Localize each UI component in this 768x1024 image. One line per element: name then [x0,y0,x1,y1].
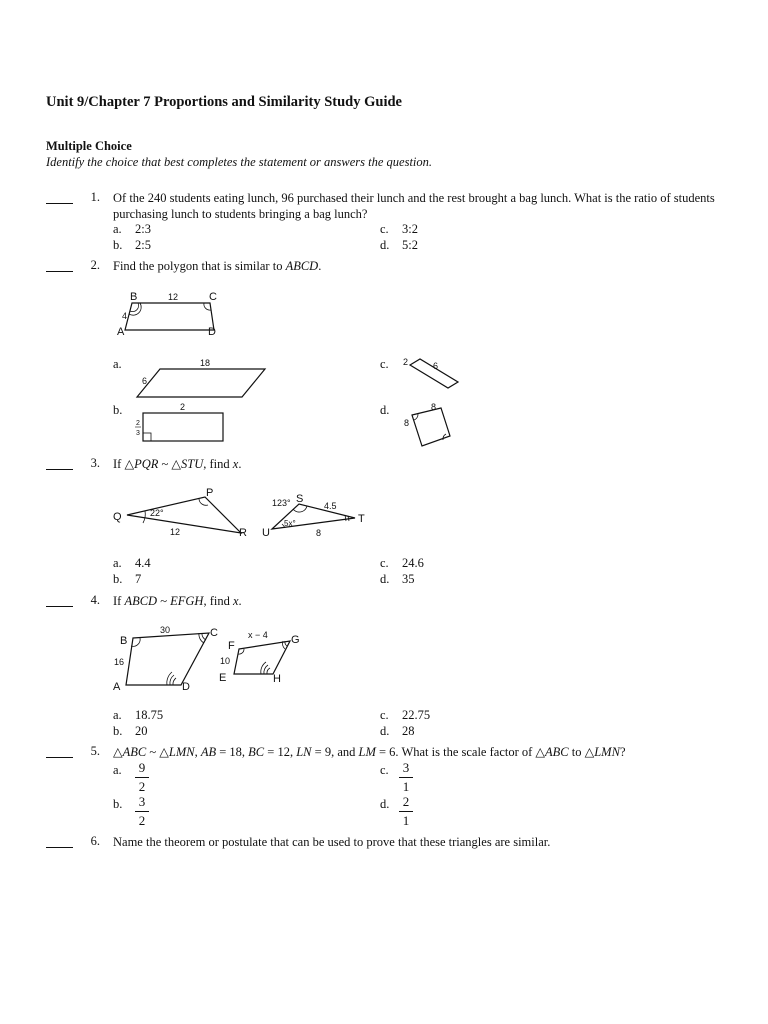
page-title: Unit 9/Chapter 7 Proportions and Similarity Study Guide [46,94,402,110]
svg-text:G: G [291,634,300,646]
svg-text:S: S [296,493,304,505]
svg-text:4.5: 4.5 [324,501,337,511]
svg-text:H: H [273,673,281,685]
question-text-5: △ABC ~ △LMN, AB = 18, BC = 12, LN = 9, and LM = 6. What is the scale factor of △ABC to △LMN? [113,745,626,759]
choice-4a[interactable]: a. 18.75 [113,708,164,722]
choice-4c[interactable]: c. 22.75 [380,708,431,722]
svg-text:22°: 22° [150,508,164,518]
side-bc-label: 12 [168,292,179,302]
figure-2b-rectangle [130,398,230,444]
side-ab-label: 4 [122,311,128,321]
answer-blank-4[interactable] [46,606,73,607]
answer-blank-1[interactable] [46,203,73,204]
choice-4d[interactable]: d. 28 [380,724,415,738]
choice-1d[interactable]: d. 5:2 [380,238,418,252]
svg-text:U: U [262,527,270,539]
svg-text:A: A [113,681,121,693]
choice-2c[interactable]: c. [380,357,389,371]
svg-text:30: 30 [160,625,171,635]
svg-text:8: 8 [431,402,437,412]
svg-text:P: P [206,487,214,499]
svg-text:2: 2 [180,402,186,412]
svg-text:D: D [182,681,190,693]
svg-text:2: 2 [136,420,140,427]
svg-text:x − 4: x − 4 [248,630,268,640]
answer-blank-6[interactable] [46,847,73,848]
section-heading: Multiple Choice [46,139,132,153]
figure-2c-parallelogram [398,352,468,397]
question-text-1: Of the 240 students eating lunch, 96 purchased their lunch and the rest brought a bag lunch. What is the ratio of students purchasing lunch to students bringing a bag lunch? [113,191,715,221]
choice-5c-letter[interactable]: c. [380,763,389,777]
question-number-2: 2. [90,258,100,272]
choice-3a[interactable]: a. 4.4 [113,556,151,570]
figure-triangles-pqr-stu [110,484,380,544]
question-text-4: If ABCD ~ EFGH, find x. [113,594,242,608]
question-text-6: Name the theorem or postulate that can be used to prove that these triangles are similar. [113,835,551,849]
svg-text:10: 10 [220,656,231,666]
svg-text:2: 2 [403,357,409,367]
vertex-c-label: C [209,291,217,303]
figure-2a-parallelogram [130,353,275,401]
svg-text:12: 12 [170,527,181,537]
choice-1b[interactable]: b. 2:5 [113,238,151,252]
svg-text:3: 3 [136,430,140,437]
svg-text:8: 8 [404,418,410,428]
vertex-a-label: A [117,326,125,338]
question-number-5: 5. [90,744,100,758]
svg-text:C: C [210,627,218,639]
svg-text:5x°: 5x° [284,519,296,528]
choice-3d[interactable]: d. 35 [380,572,415,586]
svg-text:6: 6 [142,376,148,386]
question-text-2: Find the polygon that is similar to ABCD. [113,259,322,273]
choice-5a-fraction[interactable]: 9 2 [135,760,149,795]
vertex-b-label: B [130,291,138,303]
section-instructions: Identify the choice that best completes the statement or answers the question. [46,155,433,169]
svg-text:B: B [120,635,128,647]
question-number-4: 4. [90,593,100,607]
choice-2b[interactable]: b. [113,403,123,417]
vertex-d-label: D [208,326,216,338]
svg-text:8: 8 [316,528,322,538]
question-text-3: If △PQR ~ △STU, find x. [113,457,242,471]
svg-text:123°: 123° [272,498,291,508]
answer-blank-3[interactable] [46,469,73,470]
svg-text:F: F [228,640,235,652]
question-number-1: 1. [90,190,100,204]
choice-3c[interactable]: c. 24.6 [380,556,424,570]
question-number-3: 3. [90,456,100,470]
choice-2d[interactable]: d. [380,403,390,417]
choice-3b[interactable]: b. 7 [113,572,142,586]
svg-text:Q: Q [113,511,122,523]
choice-1a[interactable]: a. 2:3 [113,222,151,236]
svg-text:E: E [219,672,227,684]
figure-quadrilaterals-abcd-efgh [110,622,320,692]
answer-blank-2[interactable] [46,271,73,272]
svg-text:T: T [358,513,365,525]
choice-5b-fraction[interactable]: 3 2 [135,794,149,829]
question-number-6: 6. [90,834,100,848]
choice-5c-fraction[interactable]: 3 1 [399,760,413,795]
svg-text:R: R [239,527,247,539]
choice-2a[interactable]: a. [113,357,122,371]
svg-text:18: 18 [200,358,211,368]
choice-5b-letter[interactable]: b. [113,797,123,811]
svg-text:16: 16 [114,657,125,667]
choice-5d-fraction[interactable]: 2 1 [399,794,413,829]
answer-blank-5[interactable] [46,757,73,758]
svg-text:6: 6 [433,361,439,371]
figure-2d-rhombus [398,398,458,450]
choice-5d-letter[interactable]: d. [380,797,390,811]
choice-4b[interactable]: b. 20 [113,724,148,738]
choice-1c[interactable]: c. 3:2 [380,222,418,236]
figure-abcd [110,285,230,340]
choice-5a-letter[interactable]: a. [113,763,122,777]
